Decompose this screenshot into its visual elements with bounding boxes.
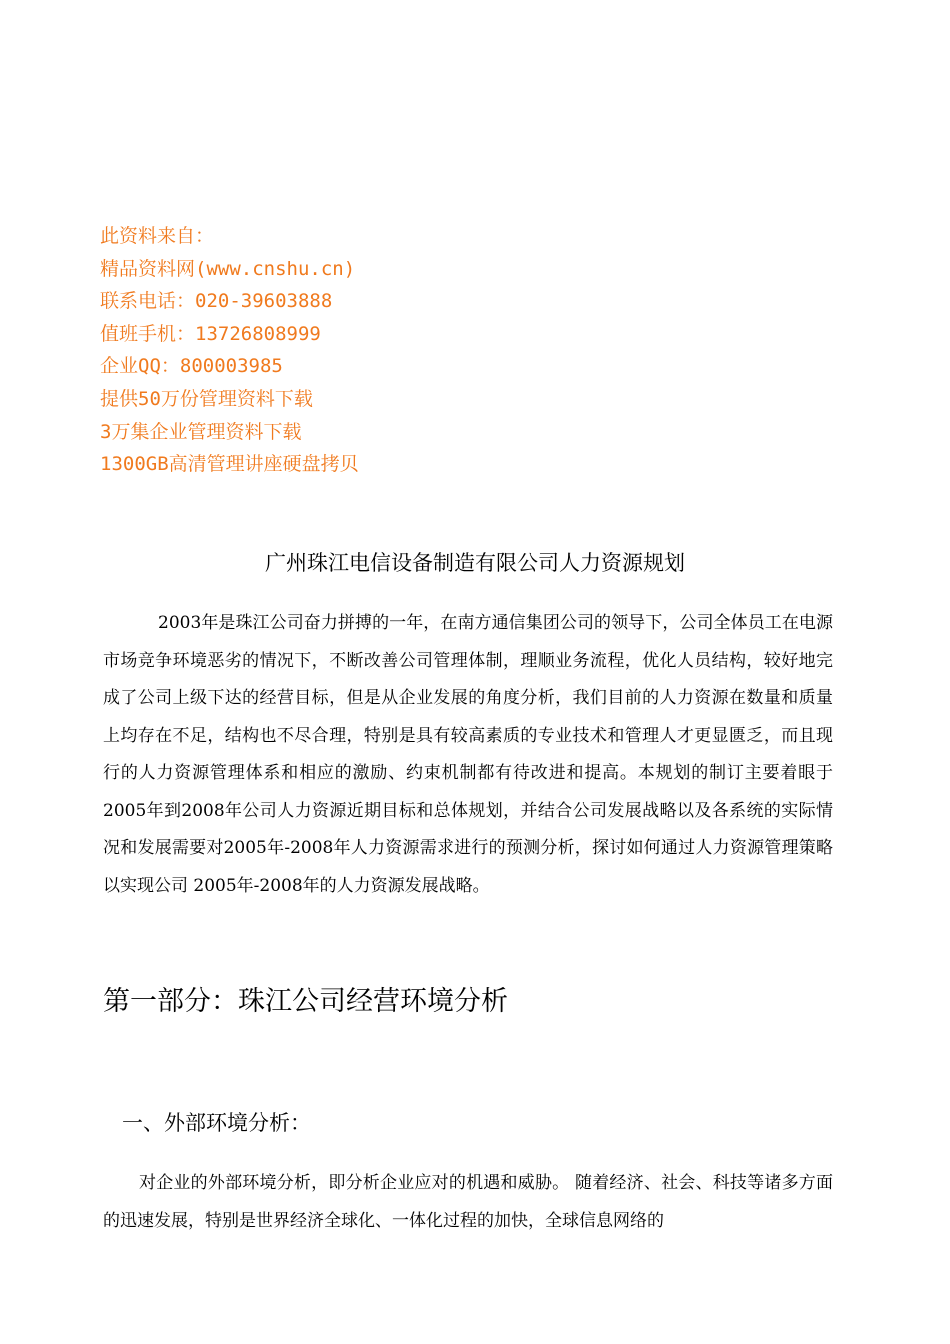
source-line-qq: 企业QQ：800003985 xyxy=(100,355,283,378)
source-line-header: 此资料来自： xyxy=(100,225,215,247)
source-line-phone: 联系电话：020-39603888 xyxy=(100,290,333,313)
external-environment-paragraph: 对企业的外部环境分析，即分析企业应对的机遇和威胁。 随着经济、社会、科技等诸多方面的迅速发展，特别是世界经济全球化、一体化过程的加快，全球信息网络的 xyxy=(103,1173,833,1231)
intro-paragraph: 2003年是珠江公司奋力拼搏的一年，在南方通信集团公司的领导下，公司全体员工在电源市场竞争环境恶劣的情况下，不断改善公司管理体制，理顺业务流程，优化人员结构，较好地完成了公司上级下达的经营目标，但是从企业发展的角度分析，我们目前的人力资源在数量和质量上均存在不足，结构也不尽合理，特别是具有较高素质的专业技术和管理人才更显匮乏，而且现行的人力资源管理体系和相应的激励、约束机制都有待改进和提高。本规划的制订主要着眼于2005年到2008年公司人力资源近期目标和总体规划，并结合公司发展战略以及各系统的实际情况和发展需要对2005年-2008年人力资源需求进行的预测分析，探讨如何通过人力资源管理策略以实现公司 2005年-2008年的人力资源发展战略。 xyxy=(103,613,833,896)
source-line-offer-3: 1300GB高清管理讲座硬盘拷贝 xyxy=(100,453,359,476)
source-line-offer-2: 3万集企业管理资料下载 xyxy=(100,420,302,443)
source-line-website: 精品资料网(www.cnshu.cn) xyxy=(100,257,356,280)
subsection-heading-external-environment: 一、外部环境分析： xyxy=(122,1111,311,1135)
source-line-offer-1: 提供50万份管理资料下载 xyxy=(100,387,313,410)
section-heading-part-one: 第一部分：珠江公司经营环境分析 xyxy=(103,986,508,1017)
source-info-block xyxy=(100,220,600,481)
source-line-mobile: 值班手机：13726808999 xyxy=(100,322,321,345)
document-title: 广州珠江电信设备制造有限公司人力资源规划 xyxy=(265,551,685,575)
